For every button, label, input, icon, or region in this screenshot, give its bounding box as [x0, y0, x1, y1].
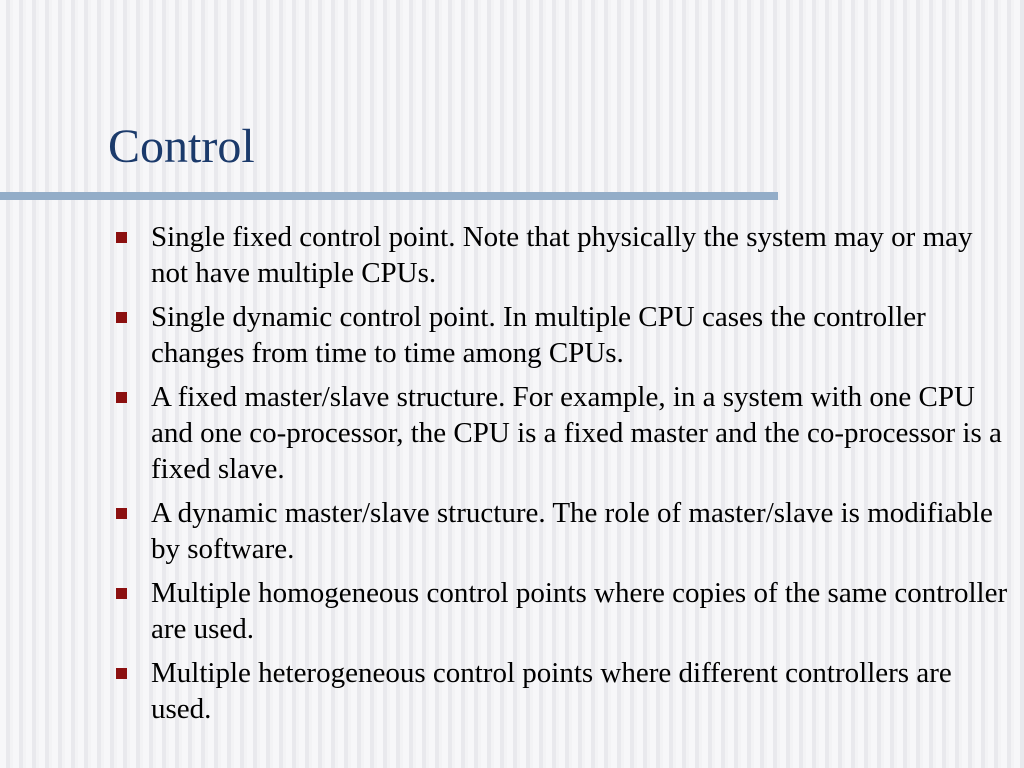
bullet-item [114, 219, 1014, 291]
slide-title: Control [108, 120, 255, 173]
bullet-item [114, 575, 1014, 647]
square-bullet-icon [116, 232, 127, 243]
bullet-item [114, 299, 1014, 371]
square-bullet-icon [116, 312, 127, 323]
bullet-text: Multiple homogeneous control points where copies of the same controller are used. [151, 577, 1008, 645]
bullet-text: A dynamic master/slave structure. The role of master/slave is modifiable by software. [151, 497, 993, 565]
square-bullet-icon [116, 508, 127, 519]
square-bullet-icon [116, 668, 127, 679]
bullet-list [114, 219, 1014, 735]
bullet-text: Multiple heterogeneous control points where different controllers are used. [151, 657, 952, 725]
bullet-text: A fixed master/slave structure. For example, in a system with one CPU and one co-processor, the CPU is a fixed master and the co-processor is a fixed slave. [151, 381, 1002, 485]
title-divider [0, 192, 778, 200]
bullet-text: Single fixed control point. Note that physically the system may or may not have multiple CPUs. [151, 221, 973, 289]
bullet-item [114, 495, 1014, 567]
square-bullet-icon [116, 588, 127, 599]
bullet-item [114, 379, 1014, 487]
bullet-item [114, 655, 1014, 727]
bullet-text: Single dynamic control point. In multiple CPU cases the controller changes from time to time among CPUs. [151, 301, 926, 369]
square-bullet-icon [116, 392, 127, 403]
